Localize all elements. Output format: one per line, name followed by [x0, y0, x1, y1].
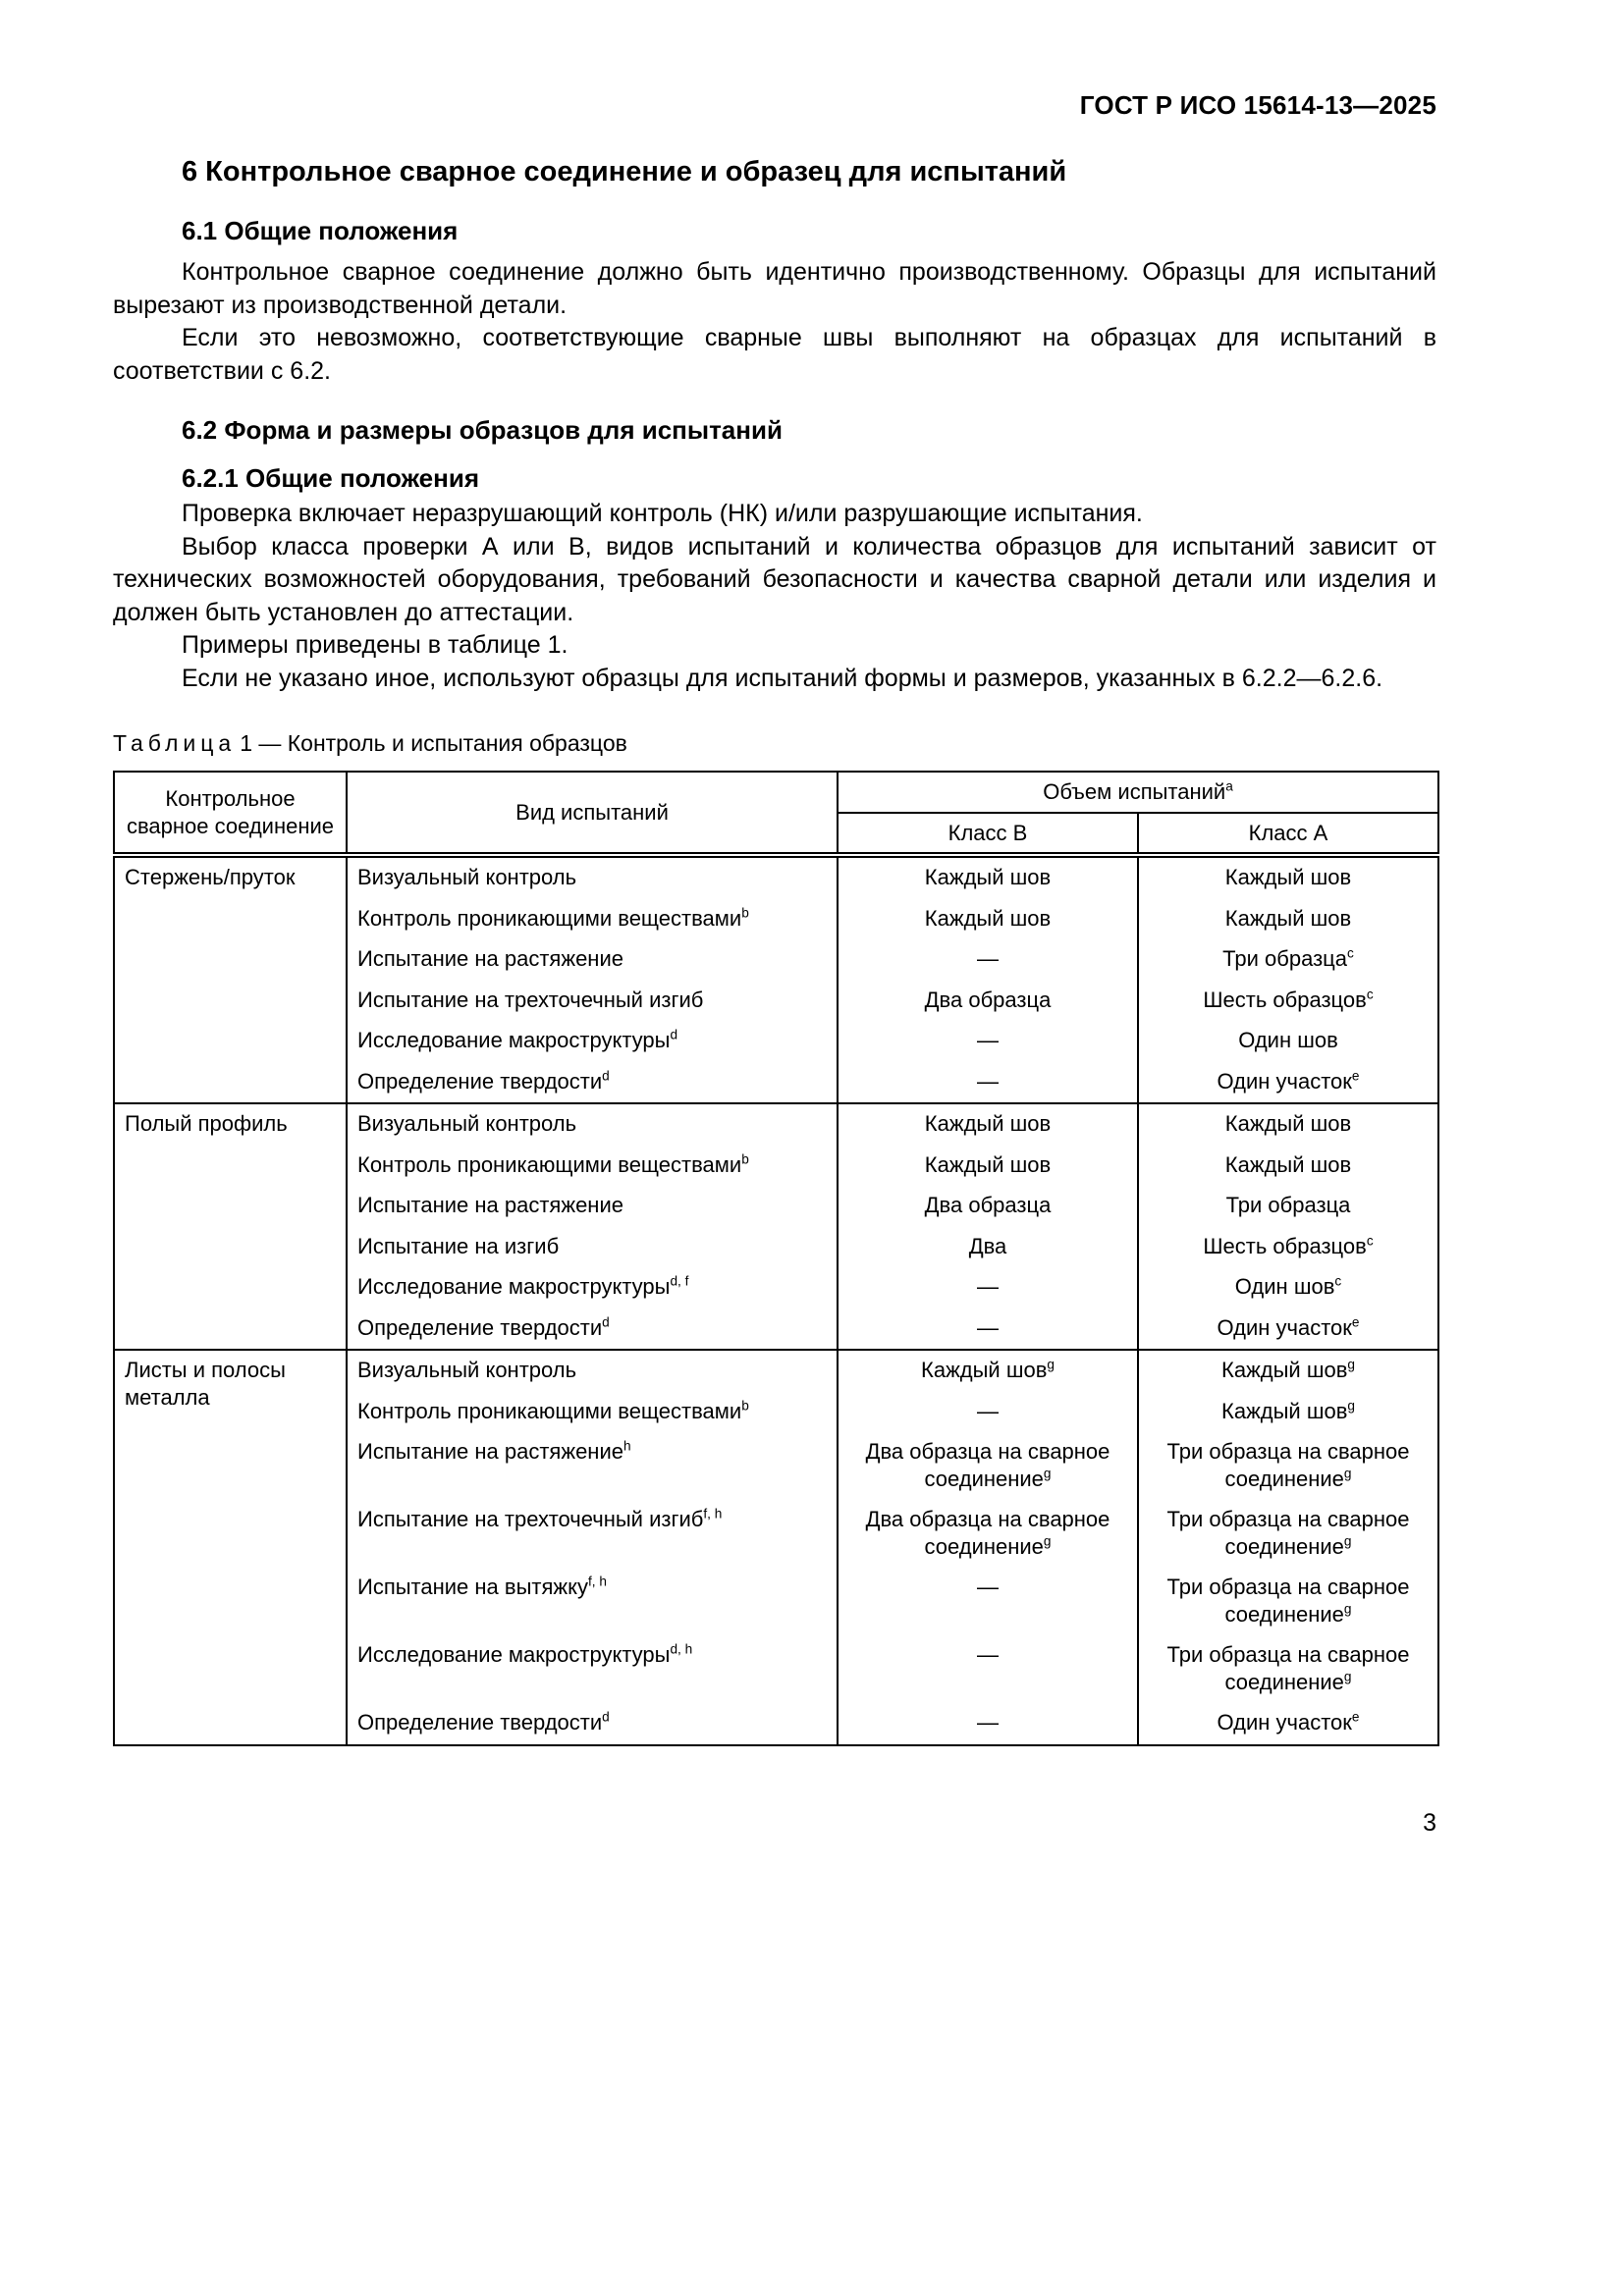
class-a-cell: Каждый шов [1138, 1146, 1438, 1187]
test-type-cell: Исследование макроструктуры$^{d, f}$ [347, 1267, 838, 1308]
class-b-cell: Два образца [838, 981, 1138, 1022]
test-type-cell: Визуальный контроль [347, 1350, 838, 1392]
class-a-cell: Один участок$^e$ [1138, 1308, 1438, 1351]
paragraph-6-2-1-4: Если не указано иное, используют образцы для испытаний формы и размеров, указанных в 6.2.2—6.2.6. [182, 664, 1383, 692]
test-type-cell: Испытание на трехточечный изгиб$^{f, h}$ [347, 1500, 838, 1568]
table-row [114, 1103, 1438, 1146]
class-b-cell: — [838, 1062, 1138, 1104]
class-a-cell: Три образца [1138, 1186, 1438, 1227]
test-type-cell: Испытание на вытяжку$^{f, h}$ [347, 1568, 838, 1635]
test-scope-table [113, 771, 1439, 1746]
class-a-cell: Каждый шов [1138, 1103, 1438, 1146]
header-test-type: Вид испытаний [347, 772, 838, 855]
class-b-cell: — [838, 1568, 1138, 1635]
test-type-cell: Визуальный контроль [347, 855, 838, 899]
running-header: ГОСТ Р ИСО 15614-13—2025 [1079, 90, 1436, 120]
class-b-cell: Два [838, 1227, 1138, 1268]
test-type-cell: Контроль проникающими веществами$^b$ [347, 1146, 838, 1187]
test-type-cell: Контроль проникающими веществами$^b$ [347, 1392, 838, 1433]
table-caption [113, 730, 1436, 757]
class-a-cell: Три образца на сварное соединение$^g$ [1138, 1635, 1438, 1703]
table-body [114, 855, 1438, 1745]
welded-joint-cell: Полый профиль [114, 1103, 347, 1350]
table-caption-label: Таблица [113, 730, 237, 756]
class-b-cell: Каждый шов$^g$ [838, 1350, 1138, 1392]
header-class-b: Класс В [838, 813, 1138, 856]
class-b-cell: Каждый шов [838, 1103, 1138, 1146]
test-type-cell: Испытание на трехточечный изгиб [347, 981, 838, 1022]
test-type-cell: Определение твердости$^d$ [347, 1703, 838, 1745]
header-test-scope-text: Объем испытаний [1043, 779, 1226, 804]
test-type-cell: Визуальный контроль [347, 1103, 838, 1146]
class-a-cell: Один участок$^e$ [1138, 1062, 1438, 1104]
class-a-cell: Каждый шов [1138, 899, 1438, 940]
paragraph-6-2-1-3: Примеры приведены в таблице 1. [182, 631, 568, 659]
class-a-cell: Три образца на сварное соединение$^g$ [1138, 1500, 1438, 1568]
table-header [114, 772, 1438, 855]
test-type-cell: Испытание на растяжение$^h$ [347, 1432, 838, 1500]
class-b-cell: Каждый шов [838, 855, 1138, 899]
class-a-cell: Один участок$^e$ [1138, 1703, 1438, 1745]
paragraph-6-1-2: Если это невозможно, соответствующие сварные швы выполняют на образцах для испытаний в соответствии с 6.2. [113, 324, 1436, 385]
class-b-cell: — [838, 1308, 1138, 1351]
test-type-cell: Испытание на растяжение [347, 1186, 838, 1227]
class-b-cell: — [838, 1267, 1138, 1308]
section-6-1-title: 6.1 Общие положения [182, 216, 459, 245]
class-a-cell: Один шов$^c$ [1138, 1267, 1438, 1308]
class-b-cell: — [838, 1021, 1138, 1062]
paragraph-6-2-1-1: Проверка включает неразрушающий контроль (НК) и/или разрушающие испытания. [182, 500, 1143, 527]
test-type-cell: Испытание на изгиб [347, 1227, 838, 1268]
header-test-scope [838, 772, 1438, 813]
class-a-cell: Шесть образцов$^c$ [1138, 1227, 1438, 1268]
page-number: 3 [1423, 1808, 1436, 1837]
class-a-cell: Шесть образцов$^c$ [1138, 981, 1438, 1022]
class-b-cell: Два образца [838, 1186, 1138, 1227]
class-a-cell: Один шов [1138, 1021, 1438, 1062]
test-type-cell: Контроль проникающими веществами$^b$ [347, 899, 838, 940]
section-6-title: 6 Контрольное сварное соединение и образец для испытаний [182, 156, 1067, 187]
paragraph-6-1-1: Контрольное сварное соединение должно быть идентично производственному. Образцы для испытаний вырезают из производственной детали. [113, 258, 1436, 319]
section-6-2-title: 6.2 Форма и размеры образцов для испытаний [182, 415, 783, 445]
class-b-cell: — [838, 939, 1138, 981]
class-b-cell: — [838, 1392, 1138, 1433]
test-type-cell: Исследование макроструктуры$^{d, h}$ [347, 1635, 838, 1703]
class-b-cell: — [838, 1635, 1138, 1703]
welded-joint-cell: Листы и полосы металла [114, 1350, 347, 1745]
test-type-cell: Испытание на растяжение [347, 939, 838, 981]
test-type-cell: Исследование макроструктуры$^d$ [347, 1021, 838, 1062]
class-a-cell: Три образца на сварное соединение$^g$ [1138, 1432, 1438, 1500]
table-row [114, 855, 1438, 899]
class-b-cell: Каждый шов [838, 1146, 1138, 1187]
header-welded-joint: Контрольное сварное соединение [114, 772, 347, 855]
table-row [114, 1350, 1438, 1392]
class-b-cell: Два образца на сварное соединение$^g$ [838, 1500, 1138, 1568]
section-6-2-1-title: 6.2.1 Общие положения [182, 463, 479, 493]
class-a-cell: Три образца на сварное соединение$^g$ [1138, 1568, 1438, 1635]
header-class-a: Класс А [1138, 813, 1438, 856]
welded-joint-cell: Стержень/пруток [114, 855, 347, 1103]
test-type-cell: Определение твердости$^d$ [347, 1062, 838, 1104]
class-b-cell: — [838, 1703, 1138, 1745]
table-caption-text: 1 — Контроль и испытания образцов [240, 730, 627, 756]
class-b-cell: Каждый шов [838, 899, 1138, 940]
header-test-scope-footnote: a [1225, 778, 1233, 794]
table-header-row-1 [114, 772, 1438, 813]
paragraph-6-2-1-2: Выбор класса проверки А или В, видов испытаний и количества образцов для испытаний зависит от технических возможностей оборудования, требований безопасности и качества сварной детали или изделия и должен быть установлен до аттестации. [113, 532, 1436, 626]
class-b-cell: Два образца на сварное соединение$^g$ [838, 1432, 1138, 1500]
class-a-cell: Три образца$^c$ [1138, 939, 1438, 981]
class-a-cell: Каждый шов$^g$ [1138, 1392, 1438, 1433]
class-a-cell: Каждый шов [1138, 855, 1438, 899]
class-a-cell: Каждый шов$^g$ [1138, 1350, 1438, 1392]
test-type-cell: Определение твердости$^d$ [347, 1308, 838, 1351]
